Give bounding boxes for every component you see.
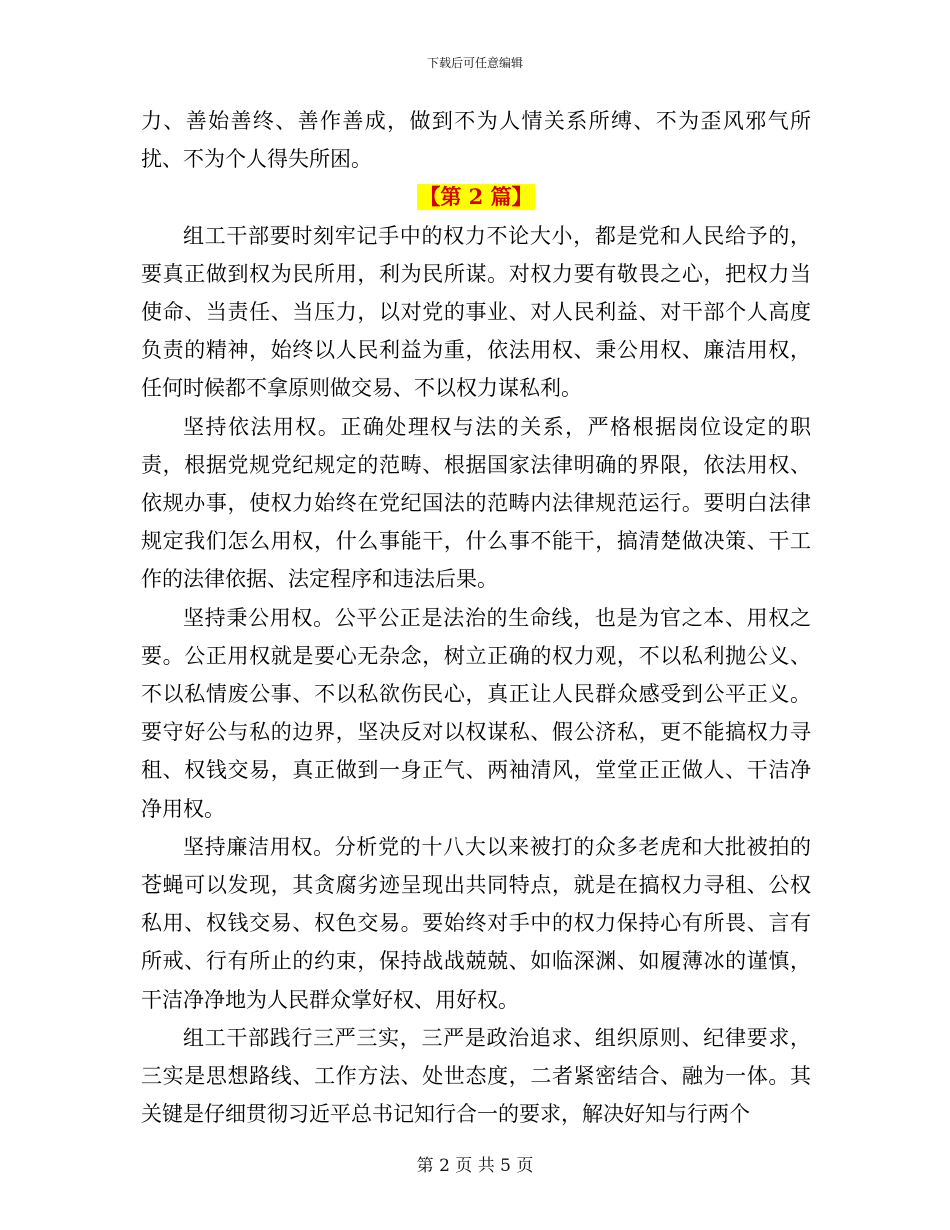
- section-heading: [141, 178, 811, 216]
- paragraph: 组工干部践行三严三实，三严是政治追求、组织原则、纪律要求，三实是思想路线、工作方法、处世态度，二者紧密结合、融为一体。其关键是仔细贯彻习近平总书记知行合一的要求，解决好知与行两个: [141, 1025, 811, 1127]
- paragraph: 组工干部要时刻牢记手中的权力不论大小，都是党和人民给予的，要真正做到权为民所用，利为民所谋。对权力要有敬畏之心，把权力当使命、当责任、当压力，以对党的事业、对人民利益、对干部个人高度负责的精神，始终以人民利益为重，依法用权、秉公用权、廉洁用权，任何时候都不拿原则做交易、不以权力谋私利。: [141, 223, 811, 401]
- paragraph-continued: 力、善始善终、善作善成，做到不为人情关系所缚、不为歪风邪气所扰、不为个人得失所困。: [141, 109, 811, 172]
- page-footer: 第 2 页 共 5 页: [416, 1156, 534, 1176]
- paragraph: 坚持秉公用权。公平公正是法治的生命线，也是为官之本、用权之要。公正用权就是要心无杂念，树立正确的权力观，不以私利抛公义、不以私情废公事、不以私欲伤民心，真正让人民群众感受到公平正义。要守好公与私的边界，坚决反对以权谋私、假公济私，更不能搞权力寻租、权钱交易，真正做到一身正气、两袖清风，堂堂正正做人、干洁净净用权。: [141, 605, 811, 821]
- section-title: 【第 2 篇】: [419, 184, 533, 210]
- document-body: [141, 102, 811, 1133]
- paragraph: 坚持廉洁用权。分析党的十八大以来被打的众多老虎和大批被拍的苍蝇可以发现，其贪腐劣迹呈现出共同特点，就是在搞权力寻租、公权私用、权钱交易、权色交易。要始终对手中的权力保持心有所畏、言有所戒、行有所止的约束，保持战战兢兢、如临深渊、如履薄冰的谨慎，干洁净净地为人民群众掌好权、用好权。: [141, 834, 811, 1012]
- page-header: 下载后可任意编辑: [426, 56, 523, 70]
- paragraph: 坚持依法用权。正确处理权与法的关系，严格根据岗位设定的职责，根据党规党纪规定的范畴、根据国家法律明确的界限，依法用权、依规办事，使权力始终在党纪国法的范畴内法律规范运行。要明白法律规定我们怎么用权，什么事能干，什么事不能干，搞清楚做决策、干工作的法律依据、法定程序和违法后果。: [141, 414, 811, 592]
